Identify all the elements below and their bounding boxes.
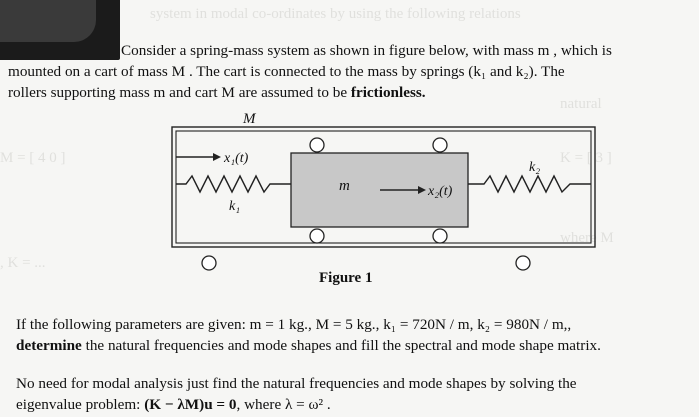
bleed-through-text: M = [ 4 0 ]: [0, 150, 66, 166]
roller-icon: [310, 229, 324, 243]
intro-line-3: rollers supporting mass m and cart M are assumed to be frictionless.: [8, 84, 426, 101]
bleed-through-text: , K = ...: [0, 255, 46, 271]
params-line-1: If the following parameters are given: m = 1 kg., M = 5 kg., k₁ = 720N / m, k₂ = 980N / m,,: [16, 316, 572, 333]
mass-label: m: [339, 178, 350, 194]
spring1-label: k₁: [229, 199, 241, 214]
roller-icon: [433, 138, 447, 152]
bleed-through-text: where M: [560, 230, 614, 246]
figure-caption: Figure 1: [319, 270, 373, 286]
bleed-through-text: K = [ 3 ]: [560, 150, 612, 166]
cart-wheel-icon: [516, 256, 530, 270]
arrowhead-icon: [213, 153, 221, 161]
bleed-through-text: system in modal co-ordinates by using the following relations: [150, 6, 521, 22]
params-line-2: determine the natural frequencies and mode shapes and fill the spectral and mode shape matrix.: [16, 337, 601, 354]
intro-line-2: mounted on a cart of mass M . The cart is connected to the mass by springs (k₁ and k₂). The: [8, 63, 565, 80]
note-line-2: eigenvalue problem: (K − λM)u = 0, where λ = ω² .: [16, 396, 331, 413]
spring2-label: k₂: [529, 160, 541, 175]
cart-label: M: [243, 111, 256, 127]
x2-label: x₂(t): [428, 184, 453, 199]
spring-k1: [176, 176, 291, 192]
intro-line-1: Consider a spring-mass system as shown in figure below, with mass m , which is: [121, 42, 612, 59]
spring-k2: [468, 176, 591, 192]
roller-icon: [310, 138, 324, 152]
cart-wheel-icon: [202, 256, 216, 270]
note-line-1: No need for modal analysis just find the natural frequencies and mode shapes by solving the: [16, 375, 577, 392]
roller-icon: [433, 229, 447, 243]
bleed-through-text: natural: [560, 96, 602, 112]
x1-label: x₁(t): [224, 151, 249, 166]
